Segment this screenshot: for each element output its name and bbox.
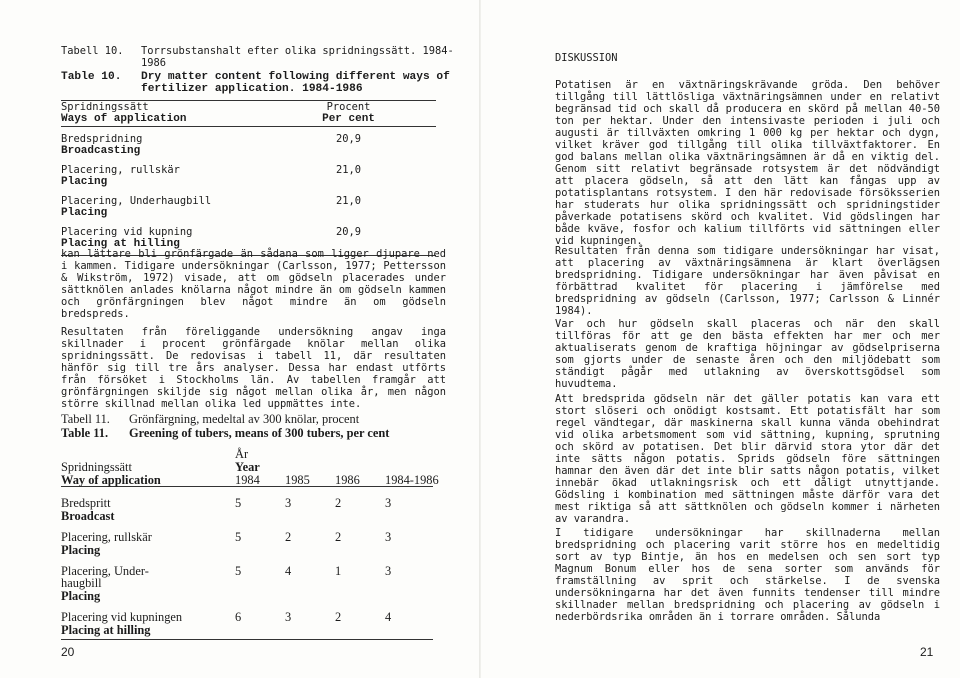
row-label-en: Broadcasting: [61, 145, 141, 157]
year-column-header: 1986: [335, 472, 360, 487]
table-row: [61, 565, 433, 603]
table10-header: [61, 101, 436, 126]
table-row: [61, 133, 436, 158]
row-value: 21,0: [335, 195, 362, 207]
paragraph: Potatisen är en växtnäringskrävande gröda. Den behöver tillgång till lättlösliga växtnäringsämnen under en relativt begränsad tid och skall då producera en skörd på mellan 40-50 ton per hektar. Under den intensivaste perioden i juli och augusti är tillväxten omkring 1 000 kg per hektar och dygn, vilket kräver god tillgång till olika tillväxtfaktorer. En god balans mellan olika växtnäringsämnen är då en viktig del. Genom sitt relativt begränsade rotsystem är det nödvändigt att placera gödseln, så att den lätt kan fångas upp av potatisplantans rotsystem. I den här redovisade försöksserien har studerats hur olika spridningssätt och spridningstider påverkade potatisens skörd och kvalitet. Vid gödslingen har både kväve, fosfor och kalium tillförts vid sättningen eller vid kupningen.: [555, 79, 940, 247]
table10-title-sv: Torrsubstanshalt efter olika spridningssätt. 1984-1986: [141, 45, 454, 69]
year-heading-en: Year: [235, 459, 260, 474]
table10: [61, 100, 436, 256]
row-value: 21,0: [335, 164, 362, 176]
table-rule: [61, 126, 436, 127]
row-label-sv: Placering, rullskär: [61, 164, 180, 176]
table-cell: 6: [235, 609, 242, 624]
paragraph: I tidigare undersökningar har skillnaderna mellan bredspridning och placering varit större hos en medeltidig sort av typ Bintje, än hos en medelsen och sen sort typ Magnum Bonum eller hos de sena sorter som används för framställning av sprit och stärkelse. I de svenska undersökningarna har det även funnits tendenser till mindre skillnader mellan bredspridning och placering av gödseln i nederbördsrika områden än i torrare områden. Sålunda: [555, 527, 940, 623]
row-label-sv: Placering vid kupningen: [61, 609, 183, 624]
row-value: 20,9: [335, 226, 362, 238]
row-label-en: Placing at hilling: [61, 238, 180, 250]
paragraph: Resultaten från denna som tidigare undersökningar har visat, att placering av växtnäringsämnena är klart överlägsen bredspridning. Tidigare undersökningar har även påvisat en förbättrad kvalitet för placering i jämförelse med bredspridning av gödseln (Carlsson, 1977; Carlsson & Linnér 1984).: [555, 245, 940, 317]
table-cell: 4: [285, 563, 292, 578]
page-number: 20: [61, 645, 75, 659]
year-column-header: 1985: [285, 472, 310, 487]
table11-title-sv: Grönfärgning, medeltal av 300 knölar, procent: [129, 412, 360, 426]
table10-title-en: Dry matter content following different ways of fertilizer application. 1984-1986: [141, 71, 450, 95]
row-value: 20,9: [335, 133, 362, 145]
table-row: [61, 497, 433, 523]
year-column-header: 1984-1986: [385, 472, 439, 487]
table-cell: 3: [285, 496, 292, 511]
table-cell: 5: [235, 529, 242, 544]
paragraph: Var och hur gödseln skall placeras och när den skall tillföras för att ge den bästa effekten har mer och mer aktualiserats genom de kraftiga höjningar av gödselpriserna som gjorts under de senaste åren och den miljödebatt som ständigt pågår med utlakning av överskottsgödsel som huvudtema.: [555, 318, 940, 390]
row-label-en: Placing: [61, 589, 101, 604]
paragraph: Resultaten från föreliggande undersökning angav inga skillnader i procent grönfärgade knölar mellan olika spridningssätt. De redovisas i tabell 11, där resultaten hänför sig till tre års analyser. Dessa har endast utförts från försöket i Stockholms län. Av tabellen framgår att grönfärgningen skiljde sig något mellan olika år, men någon större skillnad mellan olika led uppmättes inte.: [61, 326, 446, 410]
table-row: [61, 195, 436, 220]
table-row: [61, 611, 433, 640]
table-cell: 1: [335, 563, 342, 578]
section-heading: DISKUSSION: [555, 52, 618, 64]
header-label-en: Way of application: [61, 472, 161, 487]
row-label-sv: Placering, Underhaugbill: [61, 195, 212, 207]
paragraph: kan lättare bli grönfärgade än sådana som ligger djupare ned i kammen. Tidigare undersökningar (Carlsson, 1977; Pettersson & Wikström, 1972) visade, att om gödseln placerades under sättknölen anlades knölarna något mindre än om gödseln kammen och grönfärgningen blev något mindre än om gödseln bredspreds.: [61, 248, 446, 320]
row-label-en: Placing: [61, 207, 108, 219]
table-cell: 2: [335, 529, 342, 544]
table10-caption-sv: [61, 45, 456, 69]
row-label-sv: Bredspritt: [61, 496, 111, 511]
header-unit-en: Per cent: [322, 113, 375, 125]
table11-caption: [61, 413, 451, 440]
table-cell: 5: [235, 496, 242, 511]
table10-caption-en: [61, 71, 456, 95]
row-label-sv-cont: haugbill: [61, 576, 102, 591]
table-row: [61, 164, 436, 189]
table-cell: 4: [385, 609, 392, 624]
table10-label-sv: Tabell 10.: [61, 45, 124, 57]
table-cell: 3: [285, 609, 292, 624]
header-unit-sv: Procent: [326, 101, 371, 113]
row-label-sv: Placering, rullskär: [61, 529, 152, 544]
row-label-en: Placing: [61, 176, 108, 188]
page-number: 21: [920, 645, 934, 659]
table11-label-sv: Tabell 11.: [61, 412, 110, 426]
row-label-en: Placing at hilling: [61, 622, 151, 637]
table11-label-en: Table 11.: [61, 425, 109, 440]
year-heading-sv: År: [235, 447, 249, 461]
table-cell: 3: [385, 496, 392, 511]
row-label-sv: Placering vid kupning: [61, 226, 193, 238]
table-cell: 2: [285, 529, 292, 544]
row-label-en: Broadcast: [61, 509, 115, 524]
table-row: [61, 531, 433, 557]
header-label-sv: Spridningssätt: [61, 101, 149, 113]
header-label-en: Ways of application: [61, 113, 187, 125]
table-cell: 5: [235, 563, 242, 578]
table11-title-en: Greening of tubers, means of 300 tubers, per cent: [129, 425, 390, 440]
row-label-sv: Bredspridning: [61, 133, 143, 145]
paragraph: Att bredsprida gödseln när det gäller potatis kan vara ett stort slöseri och onödigt kostsamt. Ett potatisfält har som regel vändtegar, där maskinerna skall kunna vända obehindrat vid olika arbetsmoment som vid sättning, kupning, sprutning och skörd av potatisen. Det blir därvid stora ytor där det inte sätts någon potatis. Sprids gödseln före sättningen hamnar den även där det inte blir satts någon potatis, vilket innebär ökad utlakningsrisk och ett dåligt utnyttjande. Gödsling i kombination med sättningen måste därför vara det mest riktiga så att sättknölen och gödseln kommer i närheten av varandra.: [555, 393, 940, 525]
row-label-en: Placing: [61, 542, 101, 557]
table10-label-en: Table 10.: [61, 71, 122, 83]
year-column-header: 1984: [235, 472, 260, 487]
table-cell: 3: [385, 563, 392, 578]
table11: [61, 447, 439, 640]
table-cell: 3: [385, 529, 392, 544]
table-cell: 2: [335, 496, 342, 511]
header-label-sv: Spridningssätt: [61, 459, 132, 474]
row-label-sv: Placering, Under-: [61, 563, 149, 578]
table-cell: 2: [335, 609, 342, 624]
